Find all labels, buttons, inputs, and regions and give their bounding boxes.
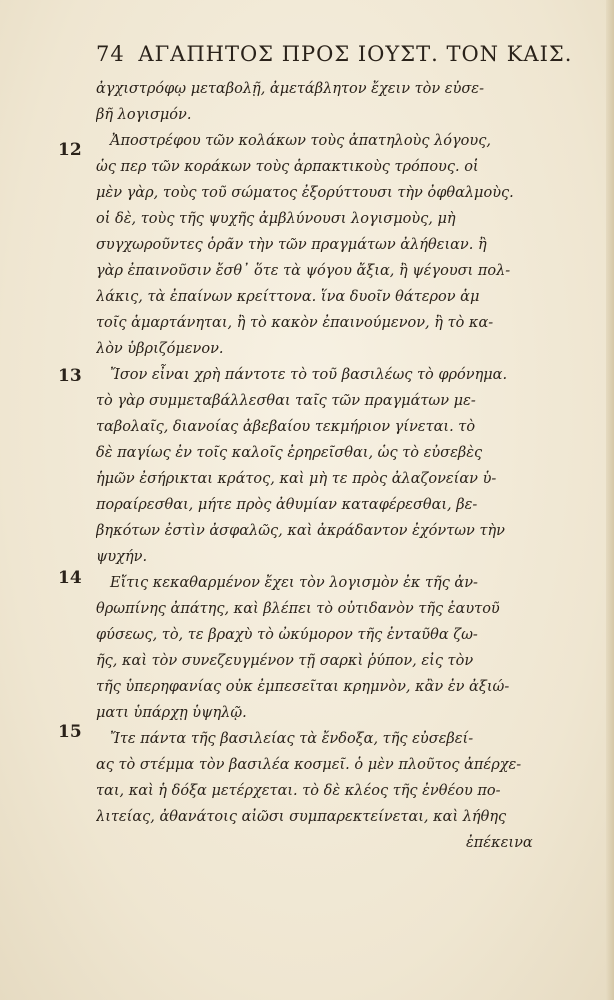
text-line: Εἴτις κεκαθαρμένον ἔχει τὸν λογισμὸν ἐκ τῆς ἀν- <box>110 575 478 591</box>
text-line: ἀγχιστρόφῳ μεταβολῇ, ἀμετάβλητον ἔχειν τὸν εὐσε- <box>96 81 484 97</box>
section-marker: 12 <box>58 140 82 160</box>
text-line: ψυχήν. <box>96 549 148 565</box>
text-line: δὲ παγίως ἐν τοῖς καλοῖς ἐρηρεῖσθαι, ὡς τὸ εὐσεβὲς <box>96 445 483 461</box>
text-line: βηκότων ἐστὶν ἀσφαλῶς, καὶ ἀκράδαντον ἐχόντων τὴν <box>96 523 506 539</box>
body-text <box>96 76 576 856</box>
text-line: οἱ δὲ, τοὺς τῆς ψυχῆς ἀμβλύνουσι λογισμοὺς, μὴ <box>96 211 456 227</box>
section-marker: 15 <box>58 722 82 742</box>
text-line: ὡς περ τῶν κοράκων τοὺς ἁρπακτικοὺς τρόπους. οἱ <box>96 159 479 175</box>
text-line: ἡμῶν ἐσήρικται κράτος, καὶ μὴ τε πρὸς ἀλαζονείαν ὑ- <box>96 471 497 487</box>
text-line: γὰρ ἐπαινοῦσιν ἔσθ᾽ ὅτε τὰ ψόγου ἄξια, ἢ ψέγουσι πολ- <box>96 263 511 279</box>
section-marker: 14 <box>58 568 82 588</box>
text-line: βῆ λογισμόν. <box>96 107 192 123</box>
text-line: ποραίρεσθαι, μήτε πρὸς ἀθυμίαν καταφέρεσθαι, βε- <box>96 497 478 513</box>
text-line: τοῖς ἁμαρτάνηται, ἢ τὸ κακὸν ἐπαινούμενον, ἢ τὸ κα- <box>96 315 494 331</box>
running-header <box>96 42 572 66</box>
page-edge <box>606 0 614 1000</box>
text-line: λάκις, τὰ ἐπαίνων κρείττονα. ἵνα δυοῖν θάτερον ἁμ <box>96 289 480 305</box>
text-line: Ἀποστρέφου τῶν κολάκων τοὺς ἀπατηλοὺς λόγους, <box>110 133 491 149</box>
text-line: τῆς ὑπερηφανίας οὐκ ἐμπεσεῖται κρημνὸν, κἂν ἐν ἀξιώ- <box>96 679 510 695</box>
text-line: λὸν ὑβριζόμενον. <box>96 341 224 357</box>
text-line: ῆς, καὶ τὸν συνεζευγμένον τῇ σαρκὶ ῥύπον, εἰς τὸν <box>96 653 474 669</box>
text-line: μὲν γὰρ, τοὺς τοῦ σώματος ἐξορύττουσι τὴν ὀφθαλμοὺς. <box>96 185 514 201</box>
page-number: 74 <box>96 42 125 66</box>
text-line: Ἴσον εἶναι χρὴ πάντοτε τὸ τοῦ βασιλέως τὸ φρόνημα. <box>110 367 508 383</box>
catchword: ἐπέκεινα <box>466 835 533 851</box>
text-line: ας τὸ στέμμα τὸν βασιλέα κοσμεῖ. ὁ μὲν πλοῦτος ἀπέρχε- <box>96 757 522 773</box>
section-marker: 13 <box>58 366 82 386</box>
text-line: φύσεως, τὸ, τε βραχὺ τὸ ὠκύμορον τῆς ἐνταῦθα ζω- <box>96 627 478 643</box>
text-line: ματι ὑπάρχῃ ὑψηλῷ. <box>96 705 247 721</box>
text-line: ταβολαῖς, διανοίας ἀβεβαίου τεκμήριον γίνεται. τὸ <box>96 419 476 435</box>
text-line: συγχωροῦντες ὁρᾶν τὴν τῶν πραγμάτων ἀλήθειαν. ἢ <box>96 237 487 253</box>
text-line: ται, καὶ ἡ δόξα μετέρχεται. τὸ δὲ κλέος τῆς ἐνθέου πο- <box>96 783 501 799</box>
text-line: Ἴτε πάντα τῆς βασιλείας τὰ ἔνδοξα, τῆς εὐσεβεί- <box>110 731 474 747</box>
text-line: τὸ γὰρ συμμεταβάλλεσθαι ταῖς τῶν πραγμάτων με- <box>96 393 476 409</box>
text-line: λιτείας, ἀθανάτοις αἰῶσι συμπαρεκτείνεται, καὶ λήθης <box>96 809 507 825</box>
running-title: ΑΓΑΠΗΤΟΣ ΠΡΟΣ ΙΟΥΣΤ. ΤΟΝ ΚΑΙΣ. <box>138 42 573 66</box>
text-line: θρωπίνης ἀπάτης, καὶ βλέπει τὸ οὐτιδανὸν τῆς ἑαυτοῦ <box>96 601 500 617</box>
